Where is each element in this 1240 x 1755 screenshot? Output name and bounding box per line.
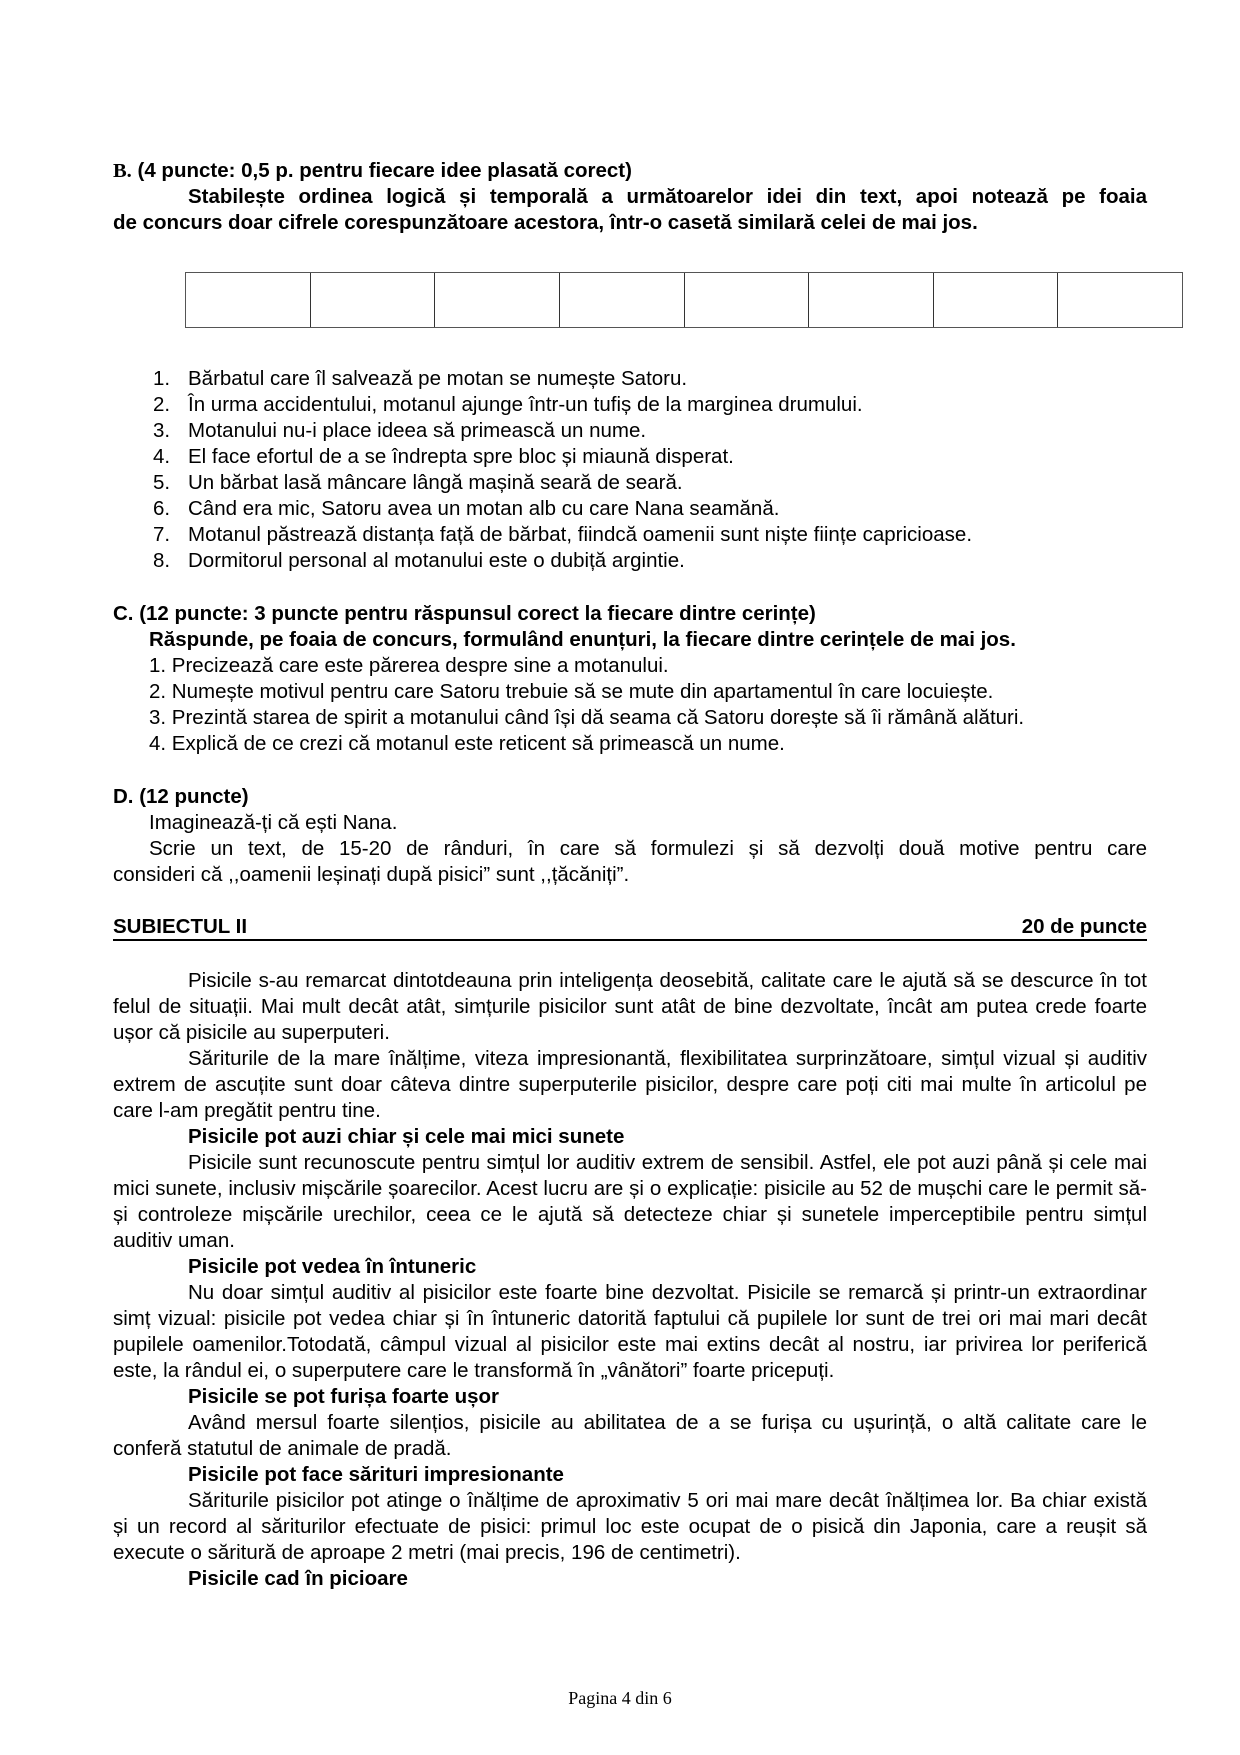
answer-box xyxy=(185,272,1183,328)
section-d-line-2: Scrie un text, de 15-20 de rânduri, în care să formulezi și să dezvolți două motive pentru care xyxy=(149,837,1147,860)
list-item: 5. Un bărbat lasă mâncare lângă mașină seară de seară. xyxy=(153,471,683,494)
article-heading: Pisicile pot auzi chiar și cele mai mici sunete xyxy=(188,1125,625,1148)
answer-box-cell xyxy=(560,273,685,327)
answer-box-cell xyxy=(311,273,436,327)
list-item: 3. Motanului nu-i place ideea să primească un nume. xyxy=(153,419,647,442)
answer-box-cell xyxy=(1058,273,1182,327)
list-item: 1. Bărbatul care îl salvează pe motan se numește Satoru. xyxy=(153,367,688,390)
article-paragraph: Nu doar simțul auditiv al pisicilor este foarte bine dezvoltat. Pisicile se remarcă și printr-un extraordinar simț vizual: pisicile pot vedea chiar și în întuneric datorită faptului că pupilele lor sunt de trei ori mai mari decât pupilele oamenilor.Totodată, câmpul vizual al pisicilor este mai extins decât al nostru, iar privirea lor periferică este, la rândul ei, o superputere care le transformă în „vânători” foarte pricepuți. xyxy=(113,1281,1147,1382)
subiectul-ii-title: SUBIECTUL II xyxy=(113,915,248,938)
answer-box-cell xyxy=(435,273,560,327)
article-intro-paragraph: Săriturile de la mare înălțime, viteza impresionantă, flexibilitatea surprinzătoare, simțul vizual și auditiv extrem de ascuțite sunt doar câteva dintre superputerile pisicilor, despre care poți citi mai multe în articolul pe care l-am pregătit pentru tine. xyxy=(113,1047,1147,1122)
list-item: 4. Explică de ce crezi că motanul este reticent să primească un nume. xyxy=(149,732,785,755)
list-item: 2. În urma accidentului, motanul ajunge într-un tufiș de la marginea drumului. xyxy=(153,393,863,416)
page-number: Pagina 4 din 6 xyxy=(568,1688,672,1708)
section-c-instruction: Răspunde, pe foaia de concurs, formulând enunțuri, la fiecare dintre cerințele de mai jos. xyxy=(149,628,1016,651)
ideas-list xyxy=(153,366,1147,574)
answer-box-cell xyxy=(186,273,311,327)
article-intro-paragraph: Pisicile s-au remarcat dintotdeauna prin inteligența deosebită, calitate care le ajută să se descurce în tot felul de situații. Mai mult decât atât, simțurile pisicilor sunt atât de bine dezvoltate, încât am putea crede foarte ușor că pisicile au superputeri. xyxy=(113,969,1147,1044)
exam-page xyxy=(113,158,1147,1592)
article-heading: Pisicile pot vedea în întuneric xyxy=(188,1255,477,1278)
list-item: 1. Precizează care este părerea despre sine a motanului. xyxy=(149,654,669,677)
article-paragraph: Săriturile pisicilor pot atinge o înălțime de aproximativ 5 ori mai mare decât înălțimea lor. Ba chiar există și un record al săriturilor efectuate de pisici: primul loc este ocupat de o pisică din Japonia, care a reușit să execute o săritură de aproape 2 metri (mai precis, 196 de centimetri). xyxy=(113,1489,1147,1564)
subiectul-ii-header xyxy=(113,915,1147,941)
section-b-instruction-2: de concurs doar cifrele corespunzătoare acestora, într-o casetă similară celei de mai jos. xyxy=(113,211,978,234)
list-item: 3. Prezintă starea de spirit a motanului când își dă seama că Satoru dorește să îi rămână alături. xyxy=(149,706,1025,729)
list-item: 6. Când era mic, Satoru avea un motan alb cu care Nana seamănă. xyxy=(153,497,780,520)
list-item: 4. El face efortul de a se îndrepta spre bloc și miaună disperat. xyxy=(153,445,734,468)
section-b-instruction-1: Stabilește ordinea logică și temporală a următoarelor idei din text, apoi notează pe foaia xyxy=(188,185,1147,208)
answer-box-cell xyxy=(685,273,810,327)
section-d-line-3: consideri că ,,oamenii leșinați după pisici” sunt ,,țăcăniți”. xyxy=(113,863,630,886)
article-paragraph: Având mersul foarte silențios, pisicile au abilitatea de a se furișa cu ușurință, o altă calitate care le conferă statutul de animale de pradă. xyxy=(113,1411,1147,1460)
section-d xyxy=(113,784,1147,888)
answer-box-cell xyxy=(934,273,1059,327)
answer-box-cell xyxy=(809,273,934,327)
article xyxy=(113,968,1147,1592)
list-item: 2. Numește motivul pentru care Satoru trebuie să se mute din apartamentul în care locuiește. xyxy=(149,680,994,703)
subiectul-ii-points: 20 de puncte xyxy=(1021,915,1147,938)
article-heading: Pisicile cad în picioare xyxy=(188,1567,408,1590)
article-paragraph: Pisicile sunt recunoscute pentru simțul lor auditiv extrem de sensibil. Astfel, ele pot auzi până și cele mai mici sunete, inclusiv mișcările șoarecilor. Acest lucru are și o explicație: pisicile au 52 de mușchi care le permit să-și controleze mișcările urechilor, ceea ce le ajută să detecteze chiar și sunetele imperceptibile pentru simțul auditiv uman. xyxy=(113,1151,1147,1252)
section-d-header: D. (12 puncte) xyxy=(113,785,249,808)
section-c-header: C. (12 puncte: 3 puncte pentru răspunsul corect la fiecare dintre cerințe) xyxy=(113,602,816,625)
article-heading: Pisicile pot face sărituri impresionante xyxy=(188,1463,564,1486)
list-item: 8. Dormitorul personal al motanului este o dubiță argintie. xyxy=(153,549,685,572)
article-heading: Pisicile se pot furișa foarte ușor xyxy=(188,1385,500,1408)
section-b-header: B. (4 puncte: 0,5 p. pentru fiecare idee plasată corect) xyxy=(113,159,632,182)
section-b-label: B. xyxy=(113,160,132,182)
section-d-line-1: Imaginează-ți că ești Nana. xyxy=(149,811,398,834)
list-item: 7. Motanul păstrează distanța față de bărbat, fiindcă oamenii sunt niște ființe capricioase. xyxy=(153,523,973,546)
section-c xyxy=(113,601,1147,757)
requirements-list xyxy=(149,653,1147,757)
